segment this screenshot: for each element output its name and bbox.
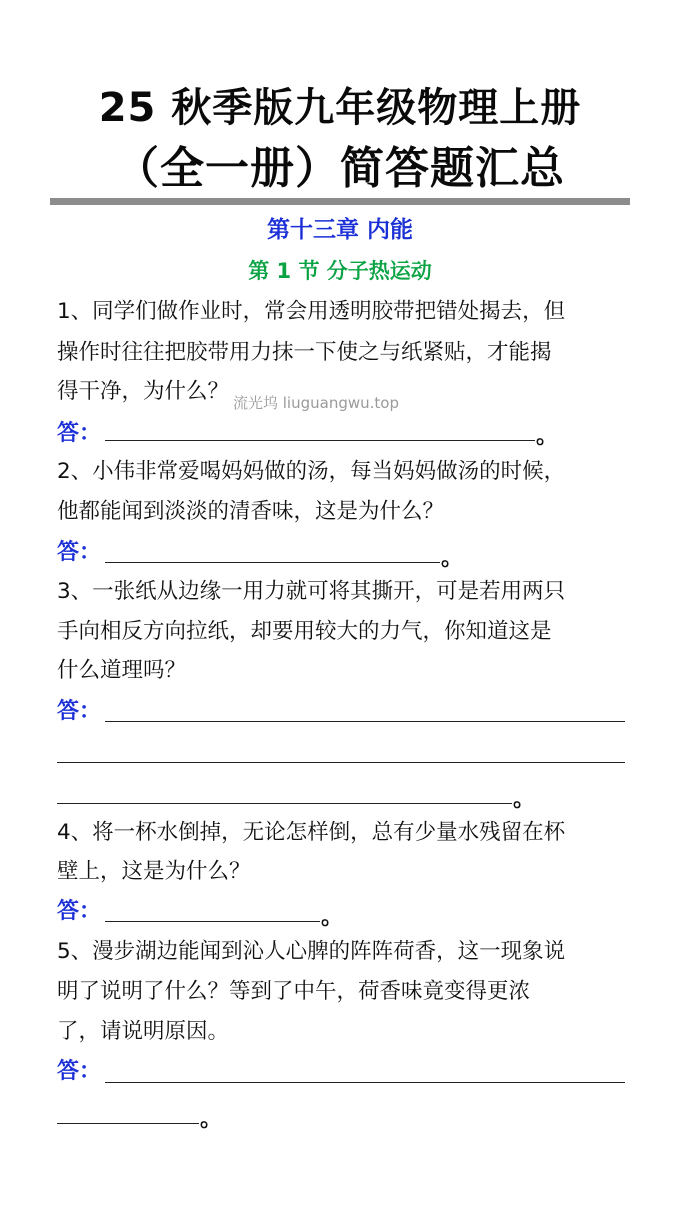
question-3-line-2: 手向相反方向拉纸，却要用较大的力气，你知道这是 bbox=[57, 619, 552, 644]
question-2-line-1: 2、小伟非常爱喝妈妈做的汤，每当妈妈做汤的时候， bbox=[57, 459, 566, 484]
answer-blank-5-line-2[interactable] bbox=[57, 1123, 199, 1124]
answer-blank-2[interactable] bbox=[105, 562, 440, 563]
answer-label-4: 答： bbox=[57, 899, 102, 924]
question-5-line-1: 5、漫步湖边能闻到沁人心脾的阵阵荷香，这一现象说 bbox=[57, 939, 566, 964]
question-4-line-2: 壁上，这是为什么？ bbox=[57, 859, 251, 884]
page-title-line-1: 25 秋季版九年级物理上册 bbox=[98, 85, 582, 131]
question-1-line-1: 1、同学们做作业时，常会用透明胶带把错处揭去，但 bbox=[57, 299, 566, 324]
question-5-line-2: 明了说明了什么？等到了中午，荷香味竟变得更浓 bbox=[57, 979, 531, 1004]
answer-blank-5-line-1[interactable] bbox=[105, 1082, 625, 1083]
answer-label-2: 答： bbox=[57, 540, 102, 565]
answer-label-5: 答： bbox=[57, 1059, 102, 1084]
page-title-line-2: （全一册）简答题汇总 bbox=[115, 143, 565, 194]
answer-end-3: 。 bbox=[513, 787, 536, 812]
answer-end-1: 。 bbox=[536, 424, 559, 449]
answer-blank-3-line-2[interactable] bbox=[57, 762, 625, 763]
question-2-line-2: 他都能闻到淡淡的清香味，这是为什么？ bbox=[57, 499, 445, 524]
answer-label-3: 答： bbox=[57, 699, 102, 724]
answer-blank-3-line-3[interactable] bbox=[57, 803, 512, 804]
question-5-line-3: 了，请说明原因。 bbox=[57, 1019, 230, 1044]
answer-end-5: 。 bbox=[200, 1107, 223, 1132]
question-3-line-1: 3、一张纸从边缘一用力就可将其撕开，可是若用两只 bbox=[57, 579, 566, 604]
answer-blank-4[interactable] bbox=[105, 921, 320, 922]
answer-blank-3-line-1[interactable] bbox=[105, 721, 625, 722]
answer-end-4: 。 bbox=[321, 905, 344, 930]
answer-blank-1[interactable] bbox=[105, 440, 535, 441]
answer-end-2: 。 bbox=[441, 546, 464, 571]
question-1-line-2: 操作时往往把胶带用力抹一下使之与纸紧贴，才能揭 bbox=[57, 340, 552, 365]
question-1-line-3: 得干净，为什么？ bbox=[57, 379, 230, 404]
title-divider bbox=[50, 198, 630, 205]
chapter-heading: 第十三章 内能 bbox=[266, 217, 413, 243]
watermark: 流光坞 liuguangwu.top bbox=[233, 394, 399, 412]
answer-label-1: 答： bbox=[57, 421, 102, 446]
section-heading: 第 1 节 分子热运动 bbox=[248, 259, 432, 283]
question-4-line-1: 4、将一杯水倒掉，无论怎样倒，总有少量水残留在杯 bbox=[57, 820, 566, 845]
question-3-line-3: 什么道理吗？ bbox=[57, 658, 187, 683]
